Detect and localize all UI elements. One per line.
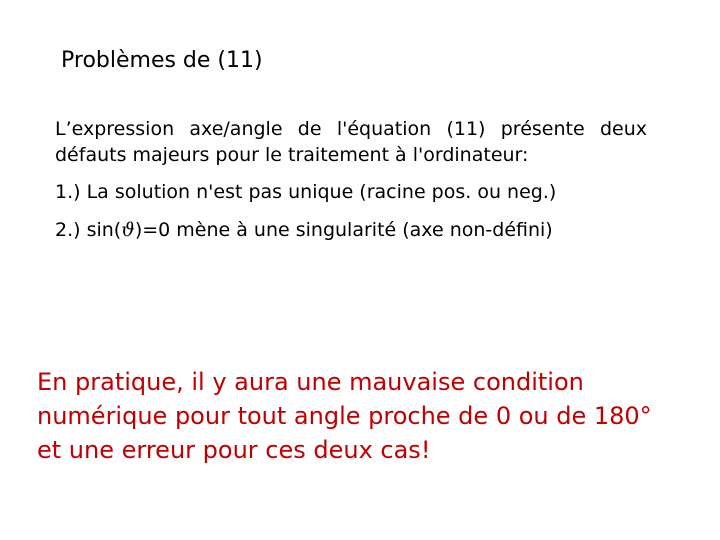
- conclusion-line-2: numérique pour tout angle proche de 0 ou de 180°: [37, 402, 652, 430]
- intro-paragraph: L’expression axe/angle de l'équation (11) présente deux défauts majeurs pour le traitement à l'ordinateur:: [55, 118, 647, 166]
- theta-symbol: ϑ: [121, 219, 135, 241]
- point-1: 1.) La solution n'est pas unique (racine pos. ou neg.): [55, 181, 557, 203]
- point-2-suffix: )=0 mène à une singularité (axe non-défini): [134, 219, 553, 241]
- conclusion-text: [37, 365, 697, 467]
- slide-body: [55, 116, 647, 243]
- point-2-prefix: 2.) sin(: [55, 219, 122, 241]
- conclusion-line-1: En pratique, il y aura une mauvaise condition: [37, 368, 584, 396]
- point-2: [55, 217, 647, 243]
- conclusion-line-3: et une erreur pour ces deux cas!: [37, 436, 431, 464]
- slide-title: Problèmes de (11): [61, 48, 263, 73]
